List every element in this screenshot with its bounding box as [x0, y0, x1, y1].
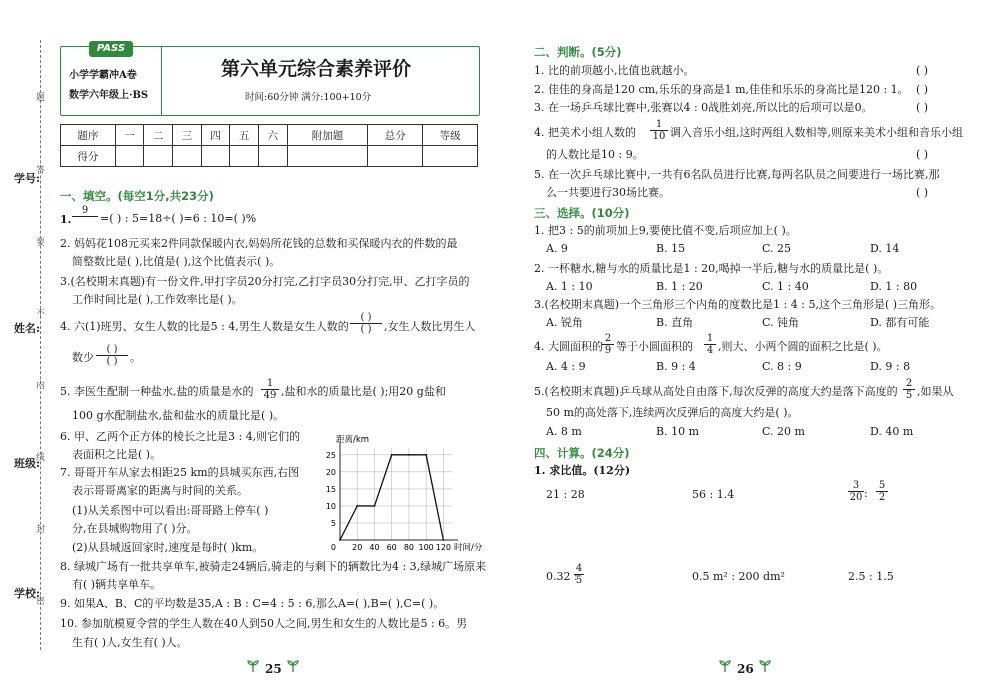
sprout-icon — [246, 659, 260, 673]
score-input[interactable] — [173, 146, 202, 167]
score-input[interactable] — [230, 146, 259, 167]
choice-4-part1: 4. 大圆面积的 — [534, 340, 603, 353]
q6-line2: 表面积之比是( )。 — [72, 448, 162, 461]
calc3-frac2-den: 2 — [878, 492, 886, 503]
q1-frac-den[interactable] — [72, 217, 98, 228]
score-input[interactable] — [115, 146, 144, 167]
score-cell: 四 — [201, 125, 230, 146]
choice-4-opt-d[interactable]: D. 9 : 8 — [870, 360, 911, 373]
judge-5-line2: 么一共要进行30场比赛。 — [546, 186, 670, 199]
judge-1-box[interactable]: ( ) — [916, 64, 929, 77]
q9-text: 9. 如果A、B、C的平均数是35,A : B : C=4 : 5 : 6,那么A=( ),B=( ),C=( )。 — [60, 597, 445, 610]
q4-frac1-den: ( ) — [360, 324, 372, 335]
score-row-header — [61, 125, 478, 146]
calc-5: 0.5 m² : 200 dm² — [692, 570, 785, 583]
choice-5-line2: 50 m的高处落下,连续两次反弹后的高度大约是( )。 — [546, 406, 799, 419]
q4-fraction-2[interactable] — [96, 344, 128, 367]
choice-5-opt-b[interactable]: B. 10 m — [656, 425, 700, 438]
choice-3-opt-d[interactable]: D. 都有可能 — [870, 316, 930, 329]
judge-4-line1-tail: 调入音乐小组,这时两组人数相等,则原来美术小组和音乐小组 — [670, 126, 963, 139]
q7-line5: (2)从县城返回家时,速度是每时( )km。 — [72, 541, 264, 554]
choice-4-opt-c[interactable]: C. 8 : 9 — [762, 360, 802, 373]
section-judge-title: 二、判断。(5分) — [534, 45, 622, 59]
q4-line2: 数少 — [72, 351, 94, 364]
judge-2-box[interactable]: ( ) — [916, 83, 929, 96]
c4-frac1-den: 9 — [604, 345, 612, 356]
calc-4: 0.32 : — [546, 570, 578, 583]
distance-time-chart — [312, 432, 482, 552]
choice-3-opt-a[interactable]: A. 锐角 — [546, 316, 583, 329]
score-cell: 题序 — [61, 125, 116, 146]
q4-line1: 4. 六(1)班男、女生人数的比是5 : 4,男生人数是女生人数的 — [60, 320, 349, 333]
sprout-icon — [718, 659, 732, 673]
fold-char: 内 — [36, 381, 46, 391]
q5-line1-tail: ,盐和水的质量比是( );用20 g盐和 — [281, 385, 446, 398]
j4-frac-den: 10 — [652, 131, 666, 142]
c5-frac-num: 2 — [903, 378, 915, 390]
cut-line — [40, 40, 41, 650]
data-point — [391, 454, 393, 456]
fold-char: 题 — [36, 93, 46, 103]
x-tick-label: 120 — [435, 543, 452, 552]
c5-frac-den: 5 — [905, 390, 913, 401]
choice-5-line1-tail: ,如果从 — [917, 385, 954, 398]
q5-line2: 100 g水配制盐水,盐和盐水的质量比是( )。 — [72, 409, 285, 422]
choice-1-opt-c[interactable]: C. 25 — [762, 242, 792, 255]
score-row-values — [61, 146, 478, 167]
choice-2-opt-c[interactable]: C. 1 : 40 — [762, 280, 809, 293]
q4-line2-tail: 。 — [130, 351, 141, 364]
score-input[interactable] — [201, 146, 230, 167]
score-cell: 附加题 — [287, 125, 368, 146]
name-label: 姓名: — [14, 322, 41, 335]
choice-1-opt-d[interactable]: D. 14 — [870, 242, 900, 255]
sprout-icon — [286, 659, 300, 673]
sprout-icon — [758, 659, 772, 673]
q10-line1: 10. 参加航模夏令营的学生人数在40人到50人之间,男生和女生的人数比是5 : 6。男 — [60, 617, 468, 630]
choice-5-opt-a[interactable]: A. 8 m — [546, 425, 582, 438]
data-point — [356, 505, 358, 507]
q2-line1: 2. 妈妈花108元买来2件同款保暖内衣,妈妈所花钱的总数和买保暖内衣的件数的最 — [60, 237, 458, 250]
choice-1: 1. 把3 : 5的前项加上9,要使比值不变,后项应加上( )。 — [534, 224, 797, 237]
x-tick-label: 20 — [352, 543, 363, 552]
choice-4-part2: 等于小圆面积的 — [616, 340, 693, 353]
judge-3-box[interactable]: ( ) — [916, 101, 929, 114]
judge-3: 3. 在一场乒乓球比赛中,张赛以4 : 0战胜刘亮,所以比的后项可以是0。 — [534, 101, 873, 114]
y-tick-label: 25 — [325, 450, 336, 460]
x-tick-label: 100 — [418, 543, 434, 552]
q4-frac1-num: ( ) — [350, 312, 382, 324]
q5-frac-den: 49 — [263, 390, 277, 401]
data-point — [442, 539, 444, 541]
q8-line2: 有( )辆共享单车。 — [72, 578, 162, 591]
q5-line1: 5. 李医生配制一种盐水,盐的质量是水的 — [60, 385, 254, 398]
choice-3-opt-c[interactable]: C. 钝角 — [762, 316, 800, 329]
calc-3-fraction-2 — [876, 480, 888, 503]
c4-frac2-den: 4 — [706, 345, 714, 356]
q4-line1-tail: ,女生人数比男生人 — [384, 320, 476, 333]
page-number-right: 26 — [737, 662, 754, 676]
choice-4-fraction-2 — [704, 333, 716, 356]
q4-frac2-den: ( ) — [106, 356, 118, 367]
q8-line1: 8. 绿城广场有一批共享单车,被骑走24辆后,骑走的与剩下的辆数比为4 : 3,绿城广场原来 — [60, 560, 487, 573]
q7-line1: 7. 哥哥开车从家去相距25 km的县城买东西,右图 — [60, 466, 300, 479]
exam-meta: 时间:60分钟 满分:100+10分 — [245, 92, 372, 103]
calc-subtitle: 1. 求比值。(12分) — [534, 464, 631, 477]
calc-4-fraction — [574, 563, 584, 586]
calc4-frac-den: 5 — [575, 575, 583, 586]
q1-frac-num: 9 — [72, 205, 98, 217]
calc-3-fraction-1 — [848, 480, 864, 503]
x-tick-label: 40 — [369, 543, 380, 552]
header-brand — [61, 43, 162, 115]
y-tick-label: 20 — [325, 467, 336, 477]
judge-4-line1: 4. 把美术小组人数的 — [534, 126, 636, 139]
judge-4-line2: 的人数比是10 : 9。 — [546, 148, 644, 161]
score-input[interactable] — [287, 146, 368, 167]
fold-char: 封 — [36, 525, 46, 535]
pass-logo: PASS — [89, 41, 133, 57]
c4-frac1-num: 2 — [602, 333, 614, 345]
choice-4-opt-a[interactable]: A. 4 : 9 — [546, 360, 586, 373]
x-tick-label: 80 — [403, 543, 415, 552]
y-tick-label: 15 — [325, 484, 336, 494]
calc3-frac2-num: 5 — [876, 480, 888, 492]
student-id-label: 学号: — [14, 172, 41, 185]
score-cell: 三 — [173, 125, 202, 146]
q7-line2: 表示哥哥离家的距离与时间的关系。 — [72, 484, 248, 497]
judge-1: 1. 比的前项越小,比值也就越小。 — [534, 64, 695, 77]
q4-fraction-1[interactable] — [350, 312, 382, 335]
fold-char: 要 — [36, 238, 46, 248]
q10-line2: 生有( )人,女生有( )人。 — [72, 636, 188, 649]
choice-4-opt-b[interactable]: B. 9 : 4 — [656, 360, 696, 373]
x-tick-label: 60 — [386, 543, 397, 552]
calc3-frac1-num: 3 — [848, 480, 864, 492]
choice-4-part3: ,则大、小两个圆的面积之比是( )。 — [718, 340, 888, 353]
choice-5-fraction — [903, 378, 915, 401]
score-cell: 得分 — [61, 146, 116, 167]
score-input[interactable] — [423, 146, 478, 167]
choice-4-fraction-1 — [602, 333, 614, 356]
score-input[interactable] — [144, 146, 173, 167]
page-number-left: 25 — [265, 662, 282, 676]
q4-frac2-num: ( ) — [96, 344, 128, 356]
score-input[interactable] — [368, 146, 423, 167]
score-cell: 一 — [115, 125, 144, 146]
judge-2: 2. 佳佳的身高是120 cm,乐乐的身高是1 m,佳佳和乐乐的身高比是120 : 1。 — [534, 83, 909, 96]
score-cell: 等级 — [423, 125, 478, 146]
choice-2-opt-d[interactable]: D. 1 : 80 — [870, 280, 918, 293]
choice-5-line1: 5.(名校期末真题)乒乓球从高处自由落下,每次反弹的高度大约是落下高度的 — [534, 385, 898, 398]
choice-2: 2. 一杯糖水,糖与水的质量比是1 : 20,喝掉一半后,糖与水的质量比是( )。 — [534, 262, 889, 275]
grade-label: 数学六年级上·BS — [69, 90, 149, 101]
q5-frac-num: 1 — [261, 378, 279, 390]
y-axis-label: 距离/km — [336, 435, 370, 445]
calc-3-colon: : — [864, 487, 868, 500]
judge-5-box[interactable]: ( ) — [916, 186, 929, 199]
q7-line3: (1)从关系图中可以看出:哥哥路上停车( ) — [72, 504, 269, 517]
score-cell: 总分 — [368, 125, 423, 146]
choice-5-opt-c[interactable]: C. 20 m — [762, 425, 805, 438]
y-tick-label: 10 — [325, 501, 336, 511]
exam-header — [60, 43, 480, 116]
section-calc-title: 四、计算。(24分) — [534, 446, 630, 460]
data-point — [408, 454, 410, 456]
class-label: 班级: — [14, 457, 41, 470]
choice-2-opt-b[interactable]: B. 1 : 20 — [656, 280, 703, 293]
fold-char: 答 — [36, 166, 46, 176]
choice-1-opt-a[interactable]: A. 9 — [546, 242, 568, 255]
data-point — [374, 505, 376, 507]
q1-fraction — [72, 205, 98, 228]
judge-4-box[interactable]: ( ) — [916, 148, 929, 161]
calc-6: 2.5 : 1.5 — [848, 570, 894, 583]
q2-line2: 简整数比是( ),比值是( ),这个比值表示( )。 — [72, 255, 281, 268]
section-choice-title: 三、选择。(10分) — [534, 206, 630, 220]
q1-number: 1. — [60, 213, 72, 226]
data-point — [425, 454, 427, 456]
origin-label: 0 — [330, 543, 336, 552]
score-table — [60, 124, 478, 167]
choice-2-opt-a[interactable]: A. 1 : 10 — [546, 280, 593, 293]
score-cell: 二 — [144, 125, 173, 146]
page-title: 第六单元综合素养评价 — [221, 58, 412, 80]
q7-line4: 分,在县城购物用了( )分。 — [72, 522, 198, 535]
judge-5-line1: 5. 在一次乒乓球比赛中,一共有6名队员进行比赛,每两名队员之间要进行一场比赛,那 — [534, 168, 940, 181]
calc-2: 56 : 1.4 — [692, 488, 735, 501]
q6-line1: 6. 甲、乙两个正方体的棱长之比是3 : 4,则它们的 — [60, 430, 301, 443]
choice-5-opt-d[interactable]: D. 40 m — [870, 425, 914, 438]
calc3-frac1-den: 20 — [849, 492, 863, 503]
section-fill-blank-title: 一、填空。(每空1分,共23分) — [60, 189, 214, 203]
calc-1: 21 : 28 — [546, 488, 585, 501]
fold-char: 不 — [36, 309, 46, 319]
school-label: 学校: — [14, 587, 41, 600]
fold-char: 线 — [36, 453, 46, 463]
q3-line1: 3.(名校期末真题)有一份文件,甲打字员20分打完,乙打字员30分打完,甲、乙打字员的 — [60, 275, 470, 288]
choice-3: 3.(名校期末真题)一个三角形三个内角的度数比是1 : 4 : 5,这个三角形是( )三角形。 — [534, 298, 942, 311]
q3-line2: 工作时间比是( ),工作效率比是( )。 — [72, 293, 243, 306]
q5-fraction — [261, 378, 279, 401]
score-cell: 五 — [230, 125, 259, 146]
y-tick-label: 5 — [330, 518, 336, 528]
choice-1-opt-b[interactable]: B. 15 — [656, 242, 686, 255]
judge-4-fraction — [650, 119, 668, 142]
score-cell: 六 — [258, 125, 287, 146]
c4-frac2-num: 1 — [704, 333, 716, 345]
calc4-frac-num: 4 — [575, 563, 583, 574]
x-axis-label: 时间/分 — [454, 543, 482, 552]
q1-text: =( ) : 5=18÷( )=6 : 10=( )% — [100, 212, 257, 225]
choice-3-opt-b[interactable]: B. 直角 — [656, 316, 694, 329]
j4-frac-num: 1 — [650, 119, 668, 131]
score-input[interactable] — [258, 146, 287, 167]
fold-char: 密 — [36, 597, 46, 607]
data-point — [339, 539, 341, 541]
series-name: 小学学霸冲A卷 — [69, 70, 137, 81]
